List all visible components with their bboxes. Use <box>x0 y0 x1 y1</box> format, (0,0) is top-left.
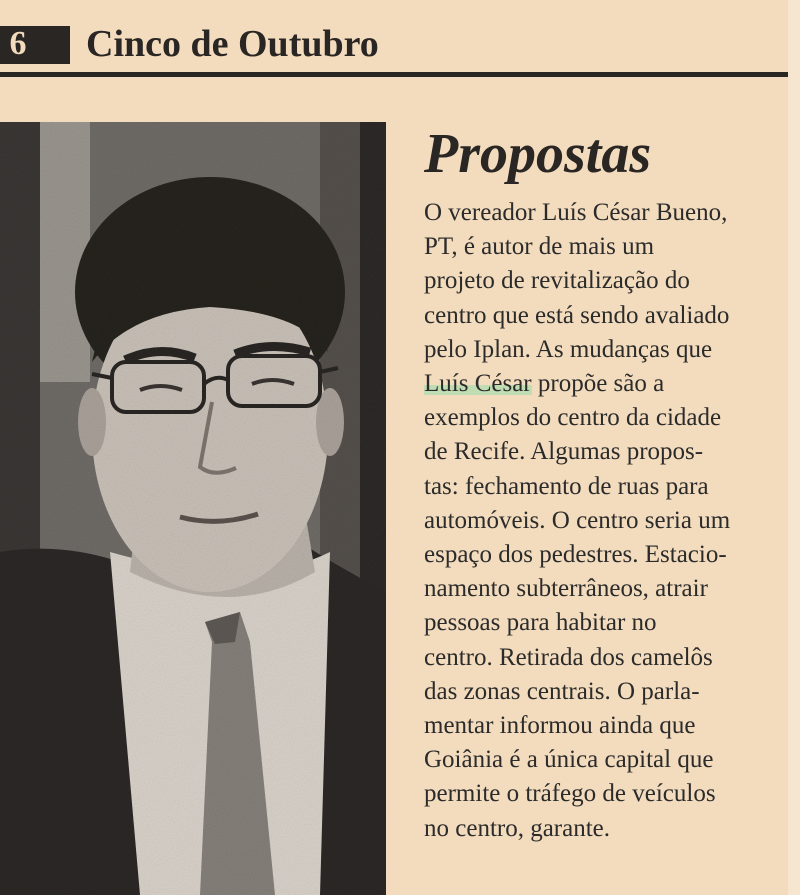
body-line: centro. Retirada dos camelôs <box>424 643 713 671</box>
body-line: espaço dos pedestres. Estacio- <box>424 541 727 569</box>
body-line-highlighted <box>424 367 796 401</box>
body-line: tas: fechamento de ruas para <box>424 472 709 500</box>
article-body <box>424 196 796 846</box>
body-line: permite o tráfego de veículos <box>424 780 716 808</box>
body-line: mentar informou ainda que <box>424 712 696 740</box>
body-line: O vereador Luís César Bueno, <box>424 199 728 226</box>
body-line: automóveis. O centro seria um <box>424 506 731 534</box>
page-number: 6 <box>9 25 27 62</box>
body-line: pessoas para habitar no <box>424 609 657 637</box>
body-line: exemplos do centro da cidade <box>424 404 722 432</box>
body-line: projeto de revitalização do <box>424 267 690 295</box>
body-line: centro que está sendo avaliado <box>424 301 730 329</box>
body-line-rest: propõe são a <box>531 370 665 398</box>
portrait-photo <box>0 122 386 895</box>
header-rule <box>0 72 788 77</box>
body-line: PT, é autor de mais um <box>424 233 655 261</box>
section-title: Cinco de Outubro <box>86 23 379 65</box>
body-line: namento subterrâneos, atrair <box>424 575 708 603</box>
body-line: das zonas centrais. O parla- <box>424 677 700 705</box>
article-headline: Propostas <box>424 123 652 185</box>
highlighted-name: Luís César <box>424 370 532 398</box>
body-line: no centro, garante. <box>424 814 611 842</box>
portrait-illustration <box>0 122 386 895</box>
body-line: Goiânia é a única capital que <box>424 746 714 774</box>
clipping-edge <box>788 0 800 895</box>
body-line: de Recife. Algumas propos- <box>424 438 704 466</box>
body-line: pelo Iplan. As mudanças que <box>424 335 713 363</box>
